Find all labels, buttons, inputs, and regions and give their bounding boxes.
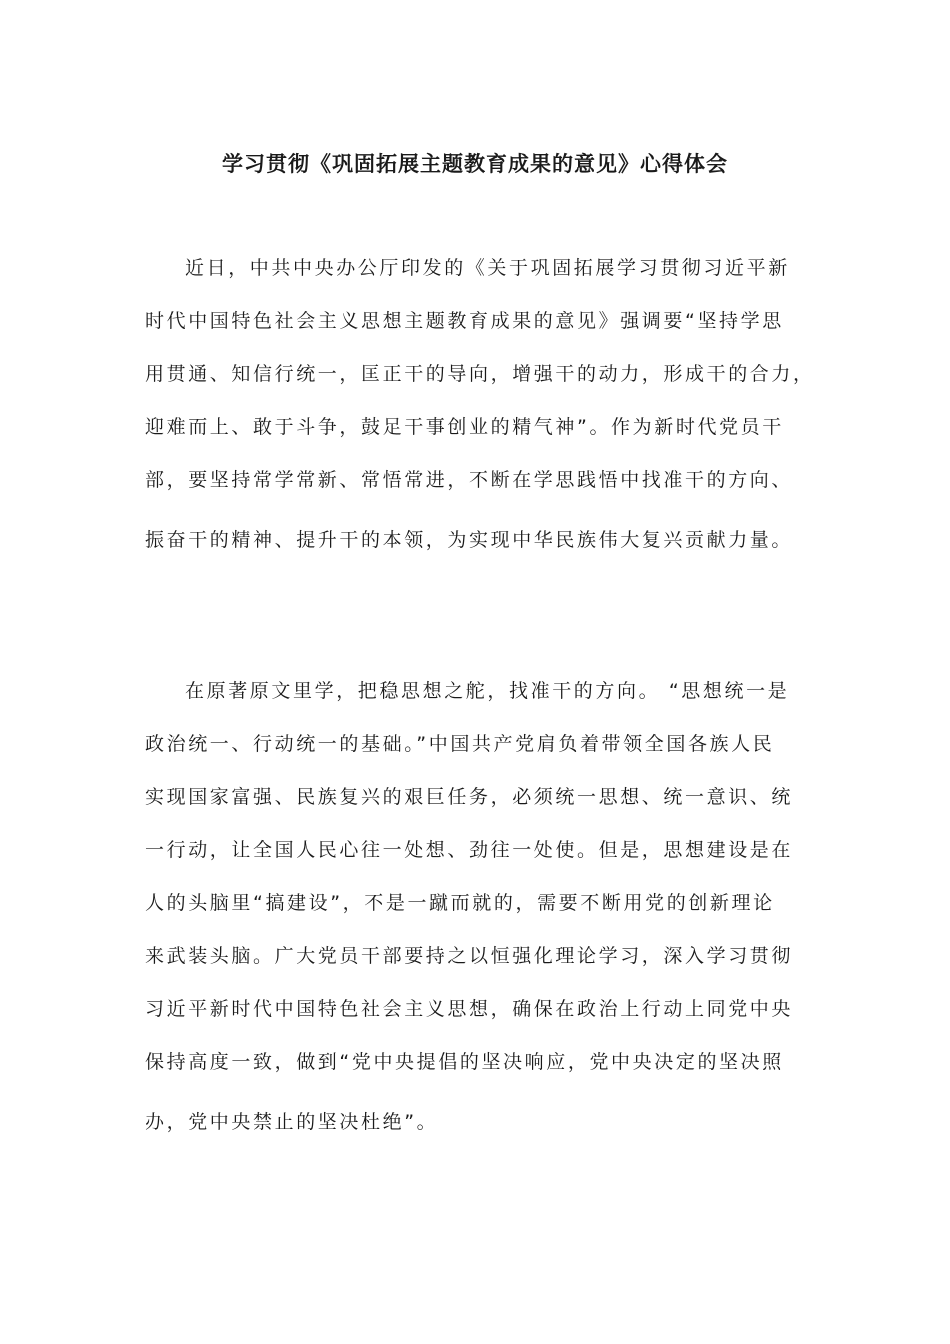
paragraph-line: 一行动，让全国人民心往一处想、劲往一处使。但是，思想建设是在	[145, 839, 794, 861]
paragraph-line: 保持高度一致，做到“党中央提倡的坚决响应，党中央决定的坚决照	[145, 1051, 784, 1073]
paragraph-line: 用贯通、知信行统一，匡正干的导向，增强干的动力，形成干的合力，	[145, 363, 815, 385]
document-title: 学习贯彻《巩固拓展主题教育成果的意见》心得体会	[222, 152, 728, 176]
paragraph-line: 迎难而上、敢于斗争，鼓足干事创业的精气神”。作为新时代党员干	[145, 416, 784, 438]
paragraph-line: 近日，中共中央办公厅印发的《关于巩固拓展学习贯彻习近平新	[185, 257, 790, 279]
paragraph-line: 时代中国特色社会主义思想主题教育成果的意见》强调要“坚持学思	[145, 310, 784, 332]
paragraph-line: 实现国家富强、民族复兴的艰巨任务，必须统一思想、统一意识、统	[145, 786, 794, 808]
paragraph-line: 来武装头脑。广大党员干部要持之以恒强化理论学习，深入学习贯彻	[145, 945, 794, 967]
paragraph-1	[145, 242, 815, 567]
paragraph-2	[145, 665, 793, 1149]
paragraph-line: 政治统一、行动统一的基础。”中国共产党肩负着带领全国各族人民	[145, 733, 775, 755]
paragraph-line: 办，党中央禁止的坚决杜绝”。	[145, 1111, 439, 1133]
paragraph-line: 习近平新时代中国特色社会主义思想，确保在政治上行动上同党中央	[145, 998, 794, 1020]
paragraph-line: 振奋干的精神、提升干的本领，为实现中华民族伟大复兴贡献力量。	[145, 529, 794, 551]
paragraph-line: 人的头脑里“搞建设”，不是一蹴而就的，需要不断用党的创新理论	[145, 892, 775, 914]
paragraph-line: 在原著原文里学，把稳思想之舵，找准干的方向。 “思想统一是	[185, 680, 790, 702]
paragraph-line: 部，要坚持常学常新、常悟常进，不断在学思践悟中找准干的方向、	[145, 469, 794, 491]
